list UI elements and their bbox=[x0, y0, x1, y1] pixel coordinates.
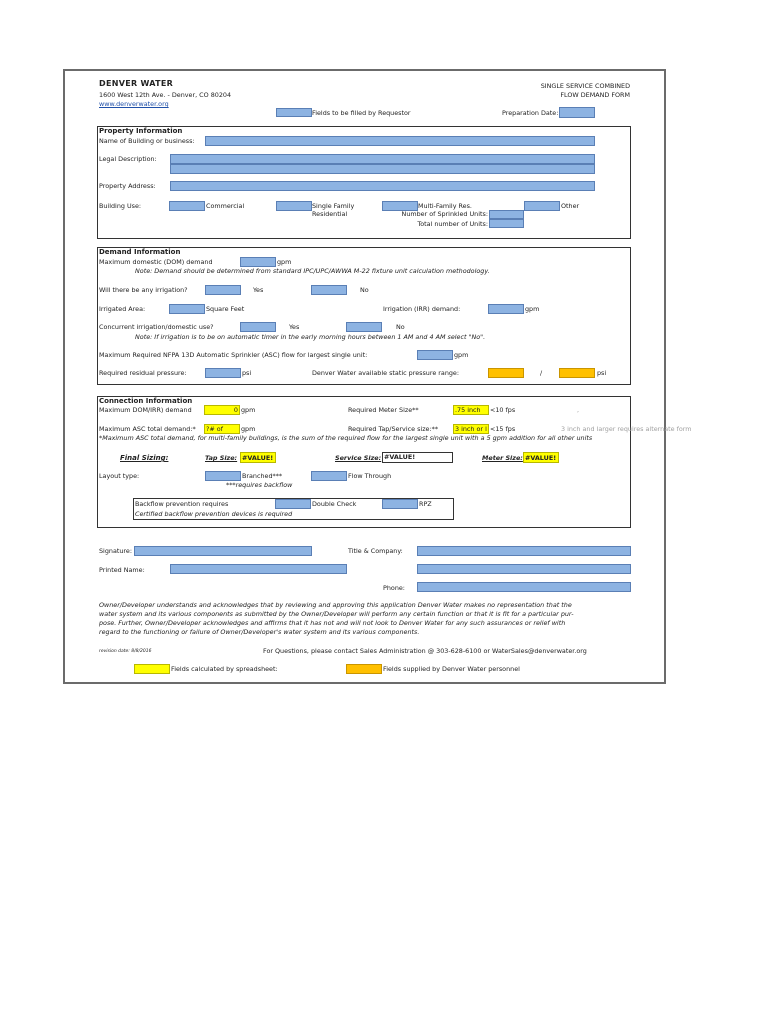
title-company-field[interactable] bbox=[417, 546, 631, 556]
concurrent-question: Concurrent irrigation/domestic use? bbox=[99, 323, 214, 331]
concurrent-yes-checkbox[interactable] bbox=[240, 322, 276, 332]
max-asc-unit: gpm bbox=[454, 351, 469, 359]
property-address-label: Property Address: bbox=[99, 182, 156, 190]
legend-spreadsheet-swatch bbox=[134, 664, 170, 674]
meter-size-final-value: #VALUE! bbox=[523, 452, 559, 463]
branched-label: Branched*** bbox=[242, 472, 283, 480]
concurrent-no-checkbox[interactable] bbox=[346, 322, 382, 332]
questions-contact: For Questions, please contact Sales Administration @ 303-628-6100 or WaterSales@denverwater.org bbox=[263, 647, 587, 655]
max-domestic-field[interactable] bbox=[240, 257, 276, 267]
max-asc-label: Maximum Required NFPA 13D Automatic Sprinkler (ASC) flow for largest single unit: bbox=[99, 351, 368, 359]
disclaimer-line-2: water system and its various components as submitted by the Owner/Developer will perform any certain function or that it is fit for a particular pur- bbox=[99, 610, 574, 618]
residual-pressure-field[interactable] bbox=[205, 368, 241, 378]
disclaimer-line-1: Owner/Developer understands and acknowledges that by reviewing and approving this application Denver Water makes no representation that the bbox=[99, 601, 572, 609]
prep-date-label: Preparation Date: bbox=[502, 109, 559, 117]
demand-note-2: Note: If irrigation is to be on automatic timer in the early morning hours between 1 AM and 4 AM select "No". bbox=[135, 333, 486, 341]
connection-section-title: Connection Information bbox=[99, 397, 193, 405]
max-asc-total-unit: gpm bbox=[241, 425, 256, 433]
tap-size-label: Tap Size: bbox=[205, 454, 238, 462]
static-pressure-separator: / bbox=[540, 369, 543, 377]
irrigation-demand-label: Irrigation (IRR) demand: bbox=[383, 305, 461, 313]
demand-note-1: Note: Demand should be determined from standard IPC/UPC/AWWA M-22 fixture unit calculation methodology. bbox=[135, 267, 490, 275]
org-address: 1600 West 12th Ave. - Denver, CO 80204 bbox=[99, 91, 232, 99]
meter-size-label: Required Meter Size** bbox=[348, 406, 419, 414]
phone-label: Phone: bbox=[383, 584, 405, 592]
commercial-label: Commercial bbox=[206, 202, 245, 210]
static-pressure-unit: psi bbox=[597, 369, 607, 377]
revision-date: revision date: 8/8/2016 bbox=[99, 649, 152, 654]
irrigated-area-label: Irrigated Area: bbox=[99, 305, 146, 313]
concurrent-no-label: No bbox=[396, 323, 405, 331]
max-asc-total-label: Maximum ASC total demand:* bbox=[99, 425, 196, 433]
max-dom-irr-unit: gpm bbox=[241, 406, 256, 414]
irrigation-no-label: No bbox=[360, 286, 369, 294]
sprinkled-units-field[interactable] bbox=[489, 210, 524, 219]
building-name-label: Name of Building or business: bbox=[99, 137, 195, 145]
signature-field[interactable] bbox=[134, 546, 312, 556]
legend-requestor-label: Fields to be filled by Requestor bbox=[312, 109, 411, 117]
prep-date-field[interactable] bbox=[559, 107, 595, 118]
form-title-line-1: SINGLE SERVICE COMBINED bbox=[540, 82, 630, 90]
irrigated-area-unit: Square Feet bbox=[206, 305, 245, 313]
max-dom-irr-value: 0 bbox=[204, 405, 240, 415]
irrigation-demand-unit: gpm bbox=[525, 305, 540, 313]
single-family-label-2: Residential bbox=[312, 210, 348, 218]
legend-spreadsheet-label: Fields calculated by spreadsheet: bbox=[171, 665, 278, 673]
alternate-form-note: 3 inch and larger requires alternate form bbox=[561, 425, 692, 433]
tap-fps-label: <15 fps bbox=[490, 425, 516, 433]
irrigation-question: Will there be any irrigation? bbox=[99, 286, 188, 294]
meter-size-final-label: Meter Size: bbox=[482, 454, 523, 462]
rpz-label: RPZ bbox=[419, 500, 432, 508]
disclaimer-line-3: pose. Further, Owner/Developer acknowledges and affirms that it has not and will not look to Denver Water for any such assurances or relief with bbox=[99, 619, 566, 627]
service-size-label: Service Size: bbox=[335, 454, 382, 462]
disclaimer-line-4: regard to the functioning or failure of Owner/Developer's water system and its various components. bbox=[99, 628, 420, 636]
asc-footnote: *Maximum ASC total demand, for multi-family buildings, is the sum of the required flow for the largest single unit with a 5 gpm addition for all other units bbox=[99, 434, 593, 442]
backflow-requires-label: Backflow prevention requires bbox=[135, 500, 229, 508]
concurrent-yes-label: Yes bbox=[289, 323, 300, 331]
branched-checkbox[interactable] bbox=[205, 471, 241, 481]
tap-size-required-value: 3 inch or l bbox=[453, 424, 489, 434]
irrigation-no-checkbox[interactable] bbox=[311, 285, 347, 295]
total-units-label: Total number of Units: bbox=[417, 220, 488, 228]
multi-family-label: Multi-Family Res. bbox=[418, 202, 472, 210]
sprinkled-units-label: Number of Sprinkled Units: bbox=[401, 210, 488, 218]
max-asc-total-value: ?# of bbox=[204, 424, 240, 434]
legend-requestor-swatch bbox=[276, 108, 312, 117]
signature-label: Signature: bbox=[99, 547, 132, 555]
irrigated-area-field[interactable] bbox=[169, 304, 205, 314]
title-company-label: Title & Company: bbox=[348, 547, 403, 555]
meter-fps-label: <10 fps bbox=[490, 406, 516, 414]
form-title-line-2: FLOW DEMAND FORM bbox=[560, 91, 630, 99]
printed-name-field[interactable] bbox=[170, 564, 347, 574]
total-units-field[interactable] bbox=[489, 219, 524, 228]
building-name-field[interactable] bbox=[205, 136, 595, 146]
service-size-value: #VALUE! bbox=[382, 452, 453, 463]
residual-pressure-label: Required residual pressure: bbox=[99, 369, 187, 377]
flow-through-label: Flow Through bbox=[348, 472, 392, 480]
requires-backflow-note: ***requires backflow bbox=[226, 481, 293, 489]
double-check-label: Double Check bbox=[312, 500, 357, 508]
legal-description-field-1[interactable] bbox=[170, 154, 595, 164]
single-family-label-1: Single Family bbox=[312, 202, 355, 210]
irrigation-yes-label: Yes bbox=[253, 286, 264, 294]
legal-description-field-2[interactable] bbox=[170, 164, 595, 174]
website-link[interactable]: www.denverwater.org bbox=[99, 100, 169, 108]
other-checkbox[interactable] bbox=[524, 201, 560, 211]
org-name: DENVER WATER bbox=[99, 79, 174, 88]
printed-name-label: Printed Name: bbox=[99, 566, 145, 574]
max-asc-field[interactable] bbox=[417, 350, 453, 360]
stray-comma-mark: , bbox=[577, 406, 580, 414]
commercial-checkbox[interactable] bbox=[169, 201, 205, 211]
phone-field[interactable] bbox=[417, 582, 631, 592]
certified-note: Certified backflow prevention devices is required bbox=[135, 510, 293, 518]
single-family-checkbox[interactable] bbox=[276, 201, 312, 211]
double-check-checkbox[interactable] bbox=[275, 499, 311, 509]
layout-type-label: Layout type: bbox=[99, 472, 140, 480]
flow-through-checkbox[interactable] bbox=[311, 471, 347, 481]
residual-pressure-unit: psi bbox=[242, 369, 252, 377]
other-label: Other bbox=[561, 202, 580, 210]
max-dom-irr-label: Maximum DOM/IRR) demand bbox=[99, 406, 192, 414]
legal-description-label: Legal Description: bbox=[99, 155, 157, 163]
property-address-field[interactable] bbox=[170, 181, 595, 191]
static-pressure-label: Denver Water available static pressure range: bbox=[312, 369, 460, 377]
irrigation-yes-checkbox[interactable] bbox=[205, 285, 241, 295]
tap-size-value: #VALUE! bbox=[240, 452, 276, 463]
irrigation-demand-field[interactable] bbox=[488, 304, 524, 314]
final-sizing-label: Final Sizing: bbox=[120, 454, 169, 462]
title-company-field-2[interactable] bbox=[417, 564, 631, 574]
building-use-label: Building Use: bbox=[99, 202, 142, 210]
max-domestic-unit: gpm bbox=[277, 258, 292, 266]
tap-size-required-label: Required Tap/Service size:** bbox=[348, 425, 439, 433]
legend-denver-swatch bbox=[346, 664, 382, 674]
legend-denver-label: Fields supplied by Denver Water personnel bbox=[383, 665, 520, 673]
demand-section-title: Demand Information bbox=[99, 248, 181, 256]
property-section-title: Property Information bbox=[99, 127, 183, 135]
rpz-checkbox[interactable] bbox=[382, 499, 418, 509]
static-pressure-max-field bbox=[559, 368, 595, 378]
static-pressure-min-field bbox=[488, 368, 524, 378]
max-domestic-label: Maximum domestic (DOM) demand bbox=[99, 258, 213, 266]
meter-size-value: .75 inch bbox=[453, 405, 489, 415]
